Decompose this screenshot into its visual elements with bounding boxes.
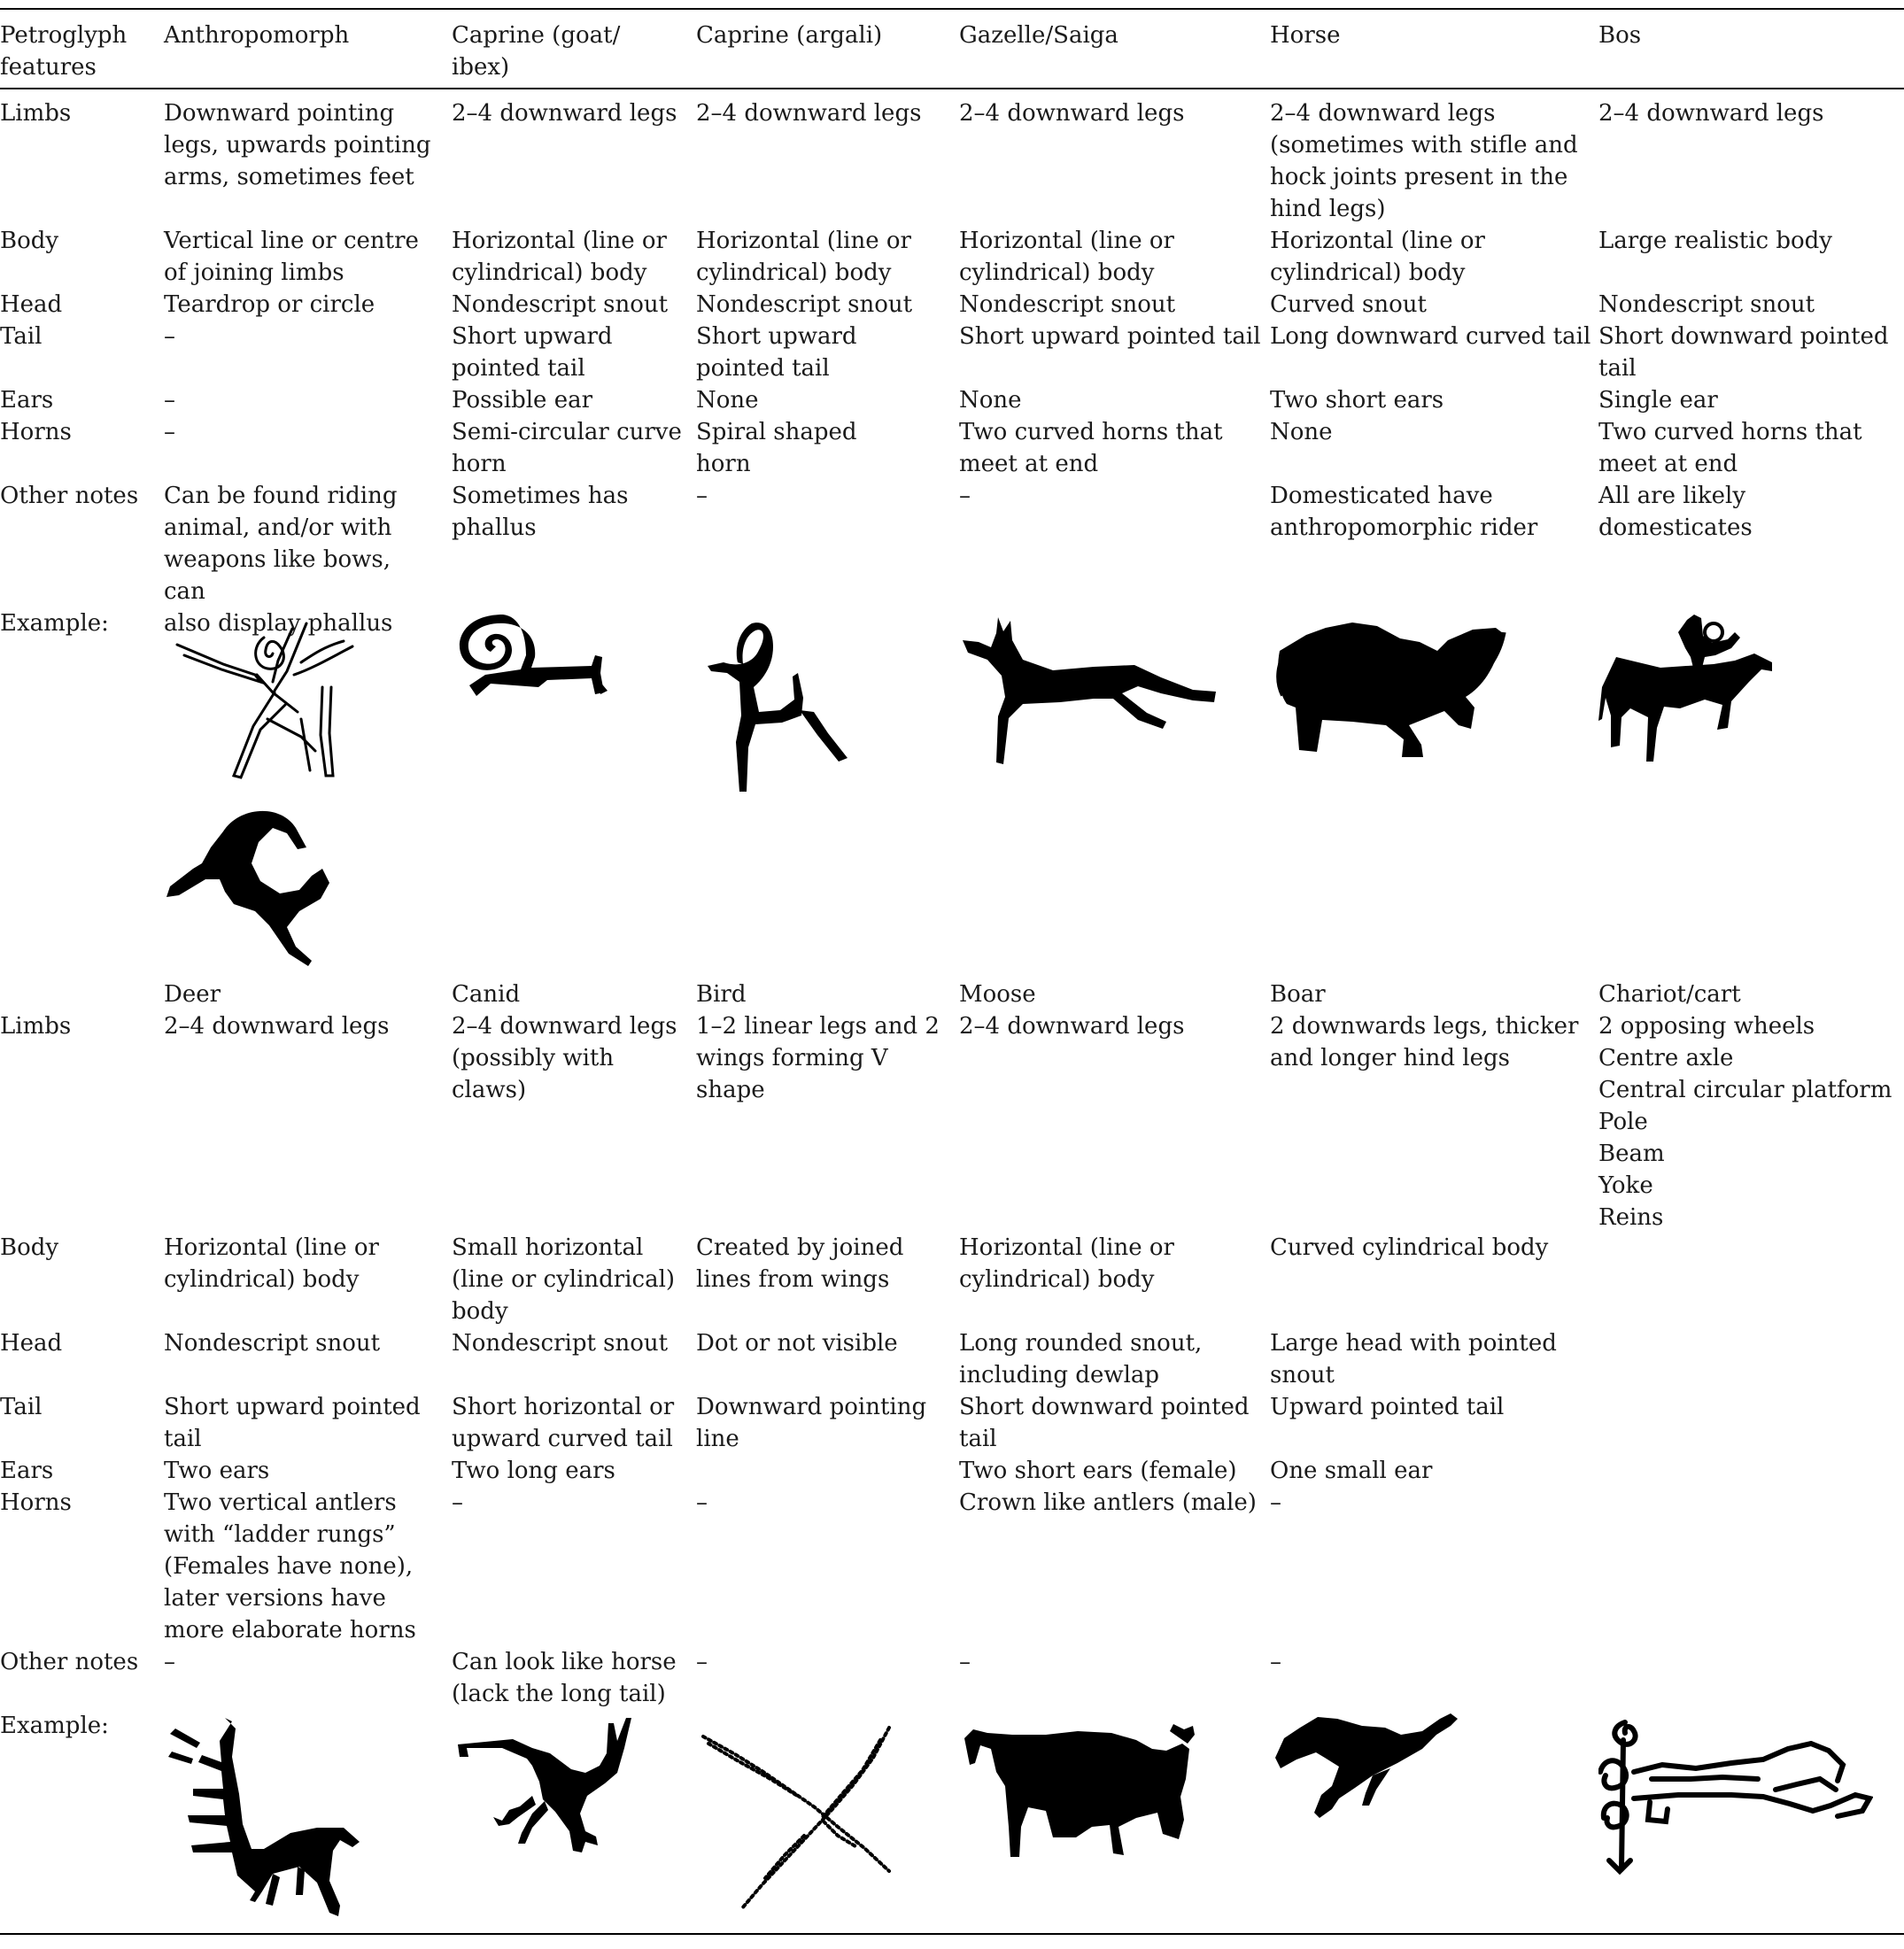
cell-other-horse: Domesticated have anthropomorphic rider	[1270, 483, 1538, 541]
section2-col-canid: Canid	[452, 981, 521, 1008]
section2-row-label-ears: Ears	[0, 1458, 54, 1484]
bird-petroglyph-image	[700, 1722, 903, 1913]
boar-petroglyph-image	[1273, 1713, 1468, 1837]
cell-ears-argali: None	[696, 387, 759, 414]
cell-limbs-gazelle: 2–4 downward legs	[959, 100, 1185, 127]
cell2-body-deer: Horizontal (line or cylindrical) body	[164, 1234, 379, 1293]
cell-limbs-horse: 2–4 downward legs (sometimes with stifle and hock joints present in the hind legs)	[1270, 100, 1578, 222]
cell2-ears-canid: Two long ears	[452, 1458, 615, 1484]
bird-petroglyph-icon	[700, 1722, 903, 1913]
cell-horns-gazelle: Two curved horns that meet at end	[959, 419, 1223, 477]
cell2-head-bird: Dot or not visible	[696, 1330, 898, 1357]
row-label-horns: Horns	[0, 419, 72, 445]
cell2-head-moose: Long rounded snout, including dewlap	[959, 1330, 1203, 1388]
cell-other-bos: All are likely domesticates	[1598, 483, 1753, 541]
cell-body-argali: Horizontal (line or cylindrical) body	[696, 228, 911, 286]
header-bottom-rule	[0, 88, 1904, 89]
deer-petroglyph-image	[166, 1718, 361, 1922]
cell-other-anthropomorph: Can be found riding animal, and/or with weapons like bows, can also display phallus	[164, 483, 398, 637]
row-label-example: Example:	[0, 610, 109, 637]
cell2-tail-bird: Downward pointing line	[696, 1394, 927, 1452]
cell-body-horse: Horizontal (line or cylindrical) body	[1270, 228, 1485, 286]
cell-limbs-argali: 2–4 downward legs	[696, 100, 922, 127]
cell2-other-canid: Can look like horse (lack the long tail)	[452, 1649, 677, 1707]
row-label-other-notes: Other notes	[0, 483, 139, 509]
section2-row-label-horns: Horns	[0, 1489, 72, 1516]
cell2-horns-moose: Crown like antlers (male)	[959, 1489, 1257, 1516]
boar-petroglyph-icon	[1273, 1713, 1468, 1837]
row-label-body: Body	[0, 228, 59, 254]
bos-rider-petroglyph-image	[1598, 613, 1776, 768]
section2-row-label-limbs: Limbs	[0, 1013, 72, 1040]
table-bottom-rule	[0, 1933, 1904, 1935]
cell2-horns-bird: –	[696, 1489, 708, 1516]
cell-horns-bos: Two curved horns that meet at end	[1598, 419, 1862, 477]
cell-head-gazelle: Nondescript snout	[959, 291, 1176, 318]
goat-ibex-petroglyph-icon	[450, 611, 609, 735]
section2-col-moose: Moose	[959, 981, 1036, 1008]
section2-col-chariot: Chariot/cart	[1598, 981, 1741, 1008]
cell-horns-argali: Spiral shaped horn	[696, 419, 857, 477]
moose-petroglyph-image	[961, 1722, 1200, 1882]
cell-tail-goat: Short upward pointed tail	[452, 323, 613, 382]
cell-ears-goat: Possible ear	[452, 387, 593, 414]
row-label-tail: Tail	[0, 323, 43, 350]
cell2-limbs-canid: 2–4 downward legs (possibly with claws)	[452, 1013, 677, 1103]
table-top-rule	[0, 8, 1904, 10]
row-label-head: Head	[0, 291, 63, 318]
cell2-other-bird: –	[696, 1649, 708, 1675]
cell-tail-argali: Short upward pointed tail	[696, 323, 857, 382]
header-col-caprine-goat: Caprine (goat/ ibex)	[452, 22, 621, 81]
cell2-limbs-boar: 2 downwards legs, thicker and longer hind legs	[1270, 1013, 1579, 1071]
bos-rider-petroglyph-icon	[1598, 613, 1776, 768]
row-label-limbs: Limbs	[0, 100, 72, 127]
cell2-limbs-chariot: 2 opposing wheels Centre axle Central circular platform Pole Beam Yoke Reins	[1598, 1013, 1892, 1231]
goat-ibex-petroglyph-image	[450, 611, 609, 735]
cell-horns-anthropomorph: –	[164, 419, 175, 445]
cell-limbs-anthropomorph: Downward pointing legs, upwards pointing arms, sometimes feet	[164, 100, 431, 190]
cell2-body-bird: Created by joined lines from wings	[696, 1234, 904, 1293]
cell-body-anthropomorph: Vertical line or centre of joining limbs	[164, 228, 419, 286]
canid-petroglyph-icon	[456, 1718, 638, 1868]
argali-second-petroglyph-icon	[166, 801, 330, 970]
cell-head-argali: Nondescript snout	[696, 291, 913, 318]
cell2-ears-deer: Two ears	[164, 1458, 270, 1484]
section2-col-deer: Deer	[164, 981, 221, 1008]
header-feature-col: Petroglyph features	[0, 22, 128, 81]
cell2-body-moose: Horizontal (line or cylindrical) body	[959, 1234, 1174, 1293]
gazelle-saiga-petroglyph-icon	[961, 614, 1218, 764]
deer-petroglyph-icon	[166, 1718, 361, 1922]
section2-row-label-head: Head	[0, 1330, 63, 1357]
chariot-petroglyph-icon	[1598, 1713, 1873, 1882]
header-col-horse: Horse	[1270, 22, 1341, 49]
argali-second-petroglyph-image	[166, 801, 330, 970]
section2-row-label-body: Body	[0, 1234, 59, 1261]
canid-petroglyph-image	[456, 1718, 638, 1868]
cell-horns-horse: None	[1270, 419, 1333, 445]
cell-head-goat: Nondescript snout	[452, 291, 669, 318]
cell2-body-canid: Small horizontal (line or cylindrical) body	[452, 1234, 676, 1325]
gazelle-saiga-petroglyph-image	[961, 614, 1218, 764]
cell2-tail-boar: Upward pointed tail	[1270, 1394, 1505, 1420]
cell2-tail-deer: Short upward pointed tail	[164, 1394, 421, 1452]
cell2-other-moose: –	[959, 1649, 971, 1675]
horse-petroglyph-image	[1271, 615, 1528, 762]
cell2-ears-moose: Two short ears (female)	[959, 1458, 1237, 1484]
cell-ears-horse: Two short ears	[1270, 387, 1444, 414]
cell2-limbs-moose: 2–4 downward legs	[959, 1013, 1185, 1040]
section2-col-boar: Boar	[1270, 981, 1326, 1008]
cell2-head-boar: Large head with pointed snout	[1270, 1330, 1557, 1388]
section2-row-label-tail: Tail	[0, 1394, 43, 1420]
cell-head-horse: Curved snout	[1270, 291, 1427, 318]
argali-petroglyph-image	[704, 618, 859, 800]
chariot-petroglyph-image	[1598, 1713, 1873, 1882]
cell2-horns-boar: –	[1270, 1489, 1281, 1516]
cell2-limbs-bird: 1–2 linear legs and 2 wings forming V shape	[696, 1013, 940, 1103]
cell2-horns-deer: Two vertical antlers with “ladder rungs” (Females have none), later versions have more elaborate horns	[164, 1489, 416, 1644]
header-col-anthropomorph: Anthropomorph	[164, 22, 350, 49]
anthropomorph-petroglyph-image	[168, 620, 372, 788]
cell-tail-bos: Short downward pointed tail	[1598, 323, 1889, 382]
cell-body-goat: Horizontal (line or cylindrical) body	[452, 228, 667, 286]
cell-limbs-goat: 2–4 downward legs	[452, 100, 677, 127]
cell2-other-deer: –	[164, 1649, 175, 1675]
moose-petroglyph-icon	[961, 1722, 1200, 1882]
cell-ears-gazelle: None	[959, 387, 1022, 414]
argali-petroglyph-icon	[704, 618, 859, 800]
cell-body-bos: Large realistic body	[1598, 228, 1832, 254]
header-col-bos: Bos	[1598, 22, 1642, 49]
cell-ears-anthropomorph: –	[164, 387, 175, 414]
horse-petroglyph-icon	[1271, 615, 1528, 762]
cell2-tail-canid: Short horizontal or upward curved tail	[452, 1394, 675, 1452]
cell-limbs-bos: 2–4 downward legs	[1598, 100, 1824, 127]
cell2-other-boar: –	[1270, 1649, 1281, 1675]
section2-col-bird: Bird	[696, 981, 747, 1008]
cell-horns-goat: Semi-circular curve horn	[452, 419, 682, 477]
cell2-ears-boar: One small ear	[1270, 1458, 1433, 1484]
cell2-horns-canid: –	[452, 1489, 463, 1516]
cell2-body-boar: Curved cylindrical body	[1270, 1234, 1549, 1261]
cell2-limbs-deer: 2–4 downward legs	[164, 1013, 390, 1040]
cell-other-gazelle: –	[959, 483, 971, 509]
cell2-tail-moose: Short downward pointed tail	[959, 1394, 1250, 1452]
cell-head-bos: Nondescript snout	[1598, 291, 1815, 318]
cell2-head-canid: Nondescript snout	[452, 1330, 669, 1357]
cell2-head-deer: Nondescript snout	[164, 1330, 381, 1357]
cell-head-anthropomorph: Teardrop or circle	[164, 291, 375, 318]
header-col-gazelle: Gazelle/Saiga	[959, 22, 1118, 49]
row-label-ears: Ears	[0, 387, 54, 414]
section2-row-label-other-notes: Other notes	[0, 1649, 139, 1675]
cell-tail-anthropomorph: –	[164, 323, 175, 350]
anthropomorph-petroglyph-icon	[168, 620, 372, 788]
cell-tail-gazelle: Short upward pointed tail	[959, 323, 1261, 350]
cell-ears-bos: Single ear	[1598, 387, 1718, 414]
cell-other-goat: Sometimes has phallus	[452, 483, 629, 541]
cell-body-gazelle: Horizontal (line or cylindrical) body	[959, 228, 1174, 286]
cell-other-argali: –	[696, 483, 708, 509]
section2-row-label-example: Example:	[0, 1713, 109, 1739]
cell-tail-horse: Long downward curved tail	[1270, 323, 1591, 350]
header-col-caprine-argali: Caprine (argali)	[696, 22, 883, 49]
